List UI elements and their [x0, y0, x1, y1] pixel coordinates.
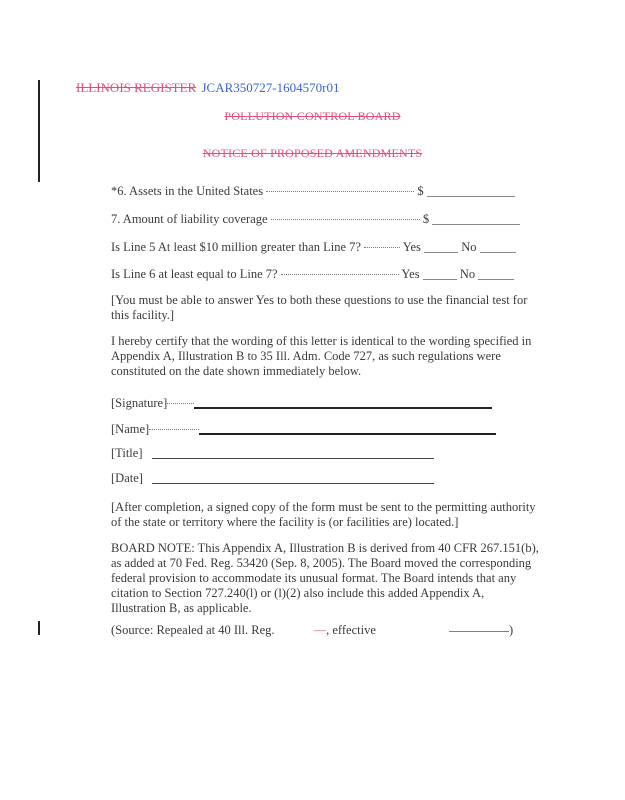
change-bar-bottom	[38, 621, 40, 635]
name-row	[111, 421, 496, 437]
leader-dots	[149, 429, 199, 430]
source-prefix: (Source: Repealed at 40 Ill. Reg.	[111, 623, 275, 637]
after-completion-paragraph: [After completion, a signed copy of the form must be sent to the permitting authority of the state or territory where the facility is (or facilities are) located.]	[111, 500, 536, 529]
board-title: POLLUTION CONTROL BOARD	[224, 109, 401, 123]
yes-requirement-note: [You must be able to answer Yes to both these questions to use the financial test for this facility.]	[111, 293, 528, 322]
question-line-5: Is Line 5 At least $10 million greater than Line 7?	[111, 240, 361, 254]
name-field[interactable]	[199, 421, 496, 435]
dollar-sign: $	[422, 212, 430, 226]
leader-dots	[364, 247, 400, 248]
register-struck: ILLINOIS REGISTER	[76, 80, 197, 95]
source-effective: , effective	[326, 623, 376, 637]
question-line-6: Is Line 6 at least equal to Line 7?	[111, 267, 278, 281]
title-row	[111, 446, 434, 462]
line-7-row	[111, 212, 520, 228]
yes-label: Yes	[402, 240, 421, 254]
change-bar-top	[38, 80, 40, 182]
question-line-5-row	[111, 240, 516, 256]
leader-dots	[281, 274, 399, 275]
source-dash: —	[313, 623, 327, 637]
board-note-paragraph: BOARD NOTE: This Appendix A, Illustration B is derived from 40 CFR 267.151(b), as added at 70 Fed. Reg. 53420 (Sep. 8, 2005). The Board moved the corresponding federal provision to accommodate its unusual format. The Board intends that any citation to Section 727.240(l) or (l)(2) also include this added Appendix A, Illustration B, as applicable.	[111, 541, 539, 615]
signature-row	[111, 395, 492, 411]
line-7-amount-field[interactable]	[432, 212, 520, 225]
yes-label: Yes	[401, 267, 420, 281]
date-row	[111, 471, 434, 487]
yes-field[interactable]	[423, 267, 457, 280]
dollar-sign: $	[417, 184, 424, 198]
yes-field[interactable]	[424, 240, 458, 253]
name-label: [Name]	[111, 422, 150, 436]
certification-paragraph: I hereby certify that the wording of this letter is identical to the wording specified in Appendix A, Illustration B to 35 Ill. Adm. Code 727, as such regulations were constituted on the date shown immediately below.	[111, 334, 532, 378]
jcar-id: JCAR350727-1604570r01	[201, 80, 340, 95]
no-label: No	[459, 267, 476, 281]
notice-title: NOTICE OF PROPOSED AMENDMENTS	[202, 146, 423, 160]
source-line	[111, 623, 513, 639]
no-label: No	[461, 240, 477, 254]
no-field[interactable]	[478, 267, 514, 280]
date-field[interactable]	[152, 471, 434, 484]
date-label: [Date]	[111, 471, 143, 485]
signature-label: [Signature]	[111, 396, 168, 410]
title-label: [Title]	[111, 446, 143, 460]
signature-field[interactable]	[194, 395, 492, 409]
leader-dots	[266, 191, 414, 192]
register-header	[76, 80, 339, 96]
leader-dots	[167, 403, 194, 404]
line-6-label: *6. Assets in the United States	[111, 184, 264, 198]
leader-dots	[271, 219, 420, 220]
line-6-amount-field[interactable]	[427, 184, 515, 197]
title-field[interactable]	[152, 446, 434, 459]
line-6-row	[111, 184, 515, 200]
question-line-6-row	[111, 267, 514, 283]
line-7-label: 7. Amount of liability coverage	[111, 212, 268, 226]
effective-date-line	[449, 631, 509, 632]
no-field[interactable]	[480, 240, 516, 253]
source-close: )	[509, 623, 514, 637]
